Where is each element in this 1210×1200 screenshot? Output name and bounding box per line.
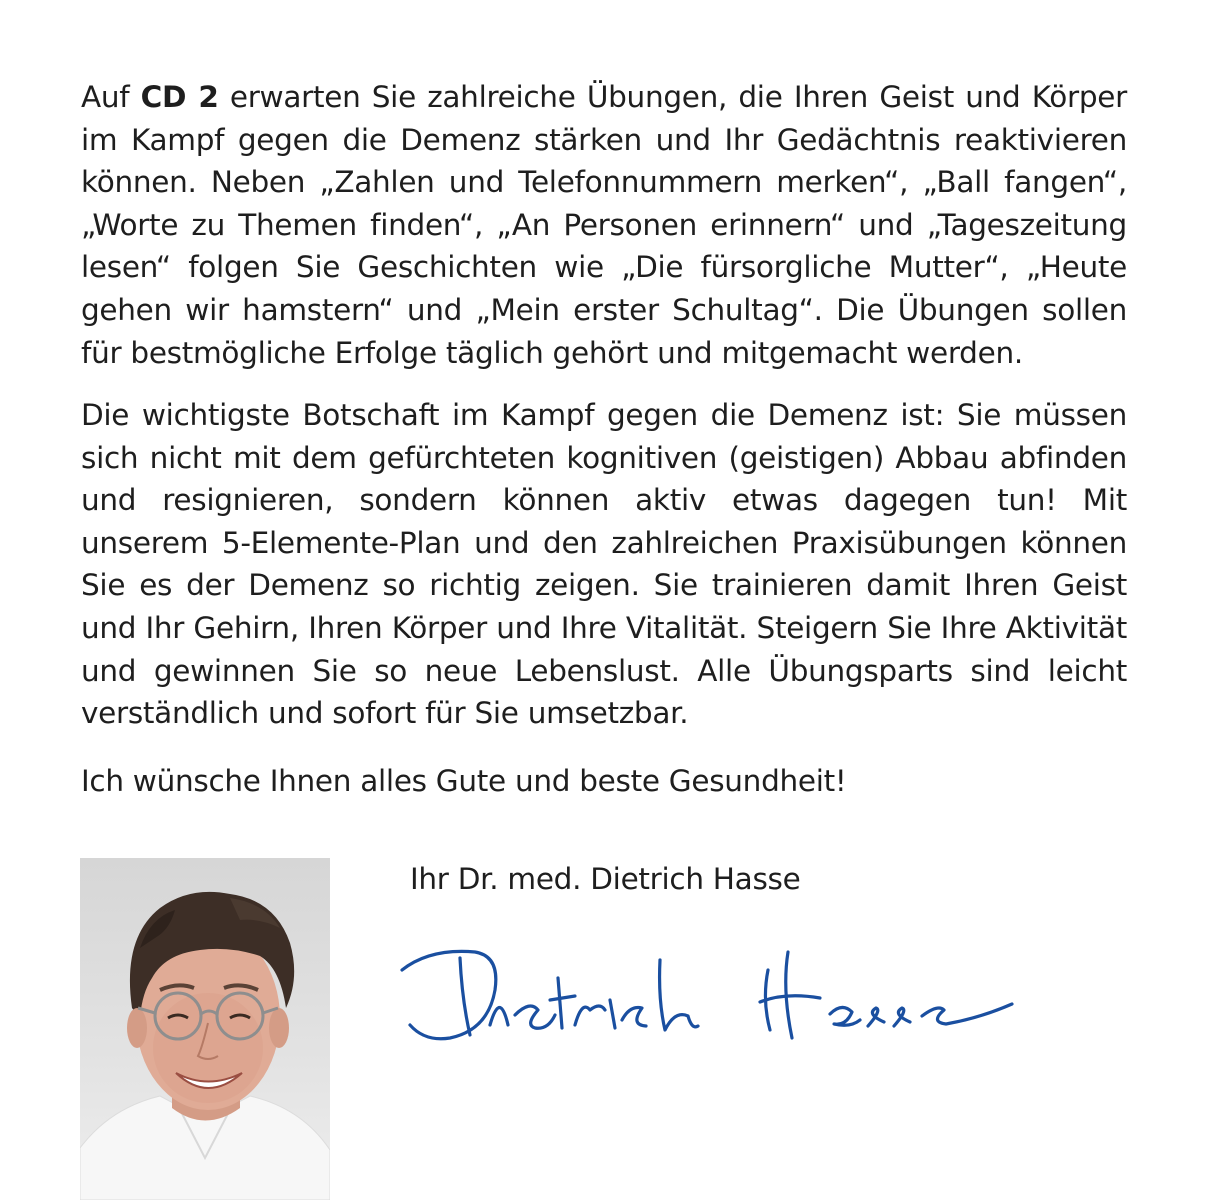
paragraph-cd2 (81, 76, 1127, 374)
paragraph-prefix: Auf (81, 80, 141, 114)
cd-label: CD 2 (140, 80, 219, 114)
handwritten-signature (390, 930, 1030, 1070)
paragraph-main-message: Die wichtigste Botschaft im Kampf gegen die Demenz ist: Sie müssen sich nicht mit dem gefürchteten kognitiven (geistigen) Abbau abfinden und resignieren, sondern können aktiv etwas dagegen tun! Mit unserem 5-Elemente-Plan und den zahlreichen Praxisübungen können Sie es der Demenz so richtig zeigen. Sie trainieren damit Ihren Geist und Ihr Gehirn, Ihren Körper und Ihre Vitalität. Steigern Sie Ihre Aktivität und gewinnen Sie so neue Lebenslust. Alle Übungsparts sind leicht verständlich und sofort für Sie umsetzbar. (81, 398, 1127, 731)
closing-signoff: Ihr Dr. med. Dietrich Hasse (410, 862, 801, 896)
paragraph-wishes: Ich wünsche Ihnen alles Gute und beste Gesundheit! (81, 764, 847, 798)
paragraph-rest: erwarten Sie zahlreiche Übungen, die Ihren Geist und Körper im Kampf gegen die Demenz stärken und Ihr Gedächtnis reaktivieren können. Neben „Zahlen und Telefonnummern merken“, „Ball fangen“, „Worte zu Themen finden“, „An Personen erinnern“ und „Tageszeitung lesen“ folgen Sie Geschichten wie „Die fürsorgliche Mutter“, „Heute gehen wir hamstern“ und „Mein erster Schultag“. Die Übungen sollen für bestmögliche Erfolge täglich gehört und mitgemacht werden. (81, 80, 1127, 370)
author-portrait-photo (80, 858, 330, 1200)
